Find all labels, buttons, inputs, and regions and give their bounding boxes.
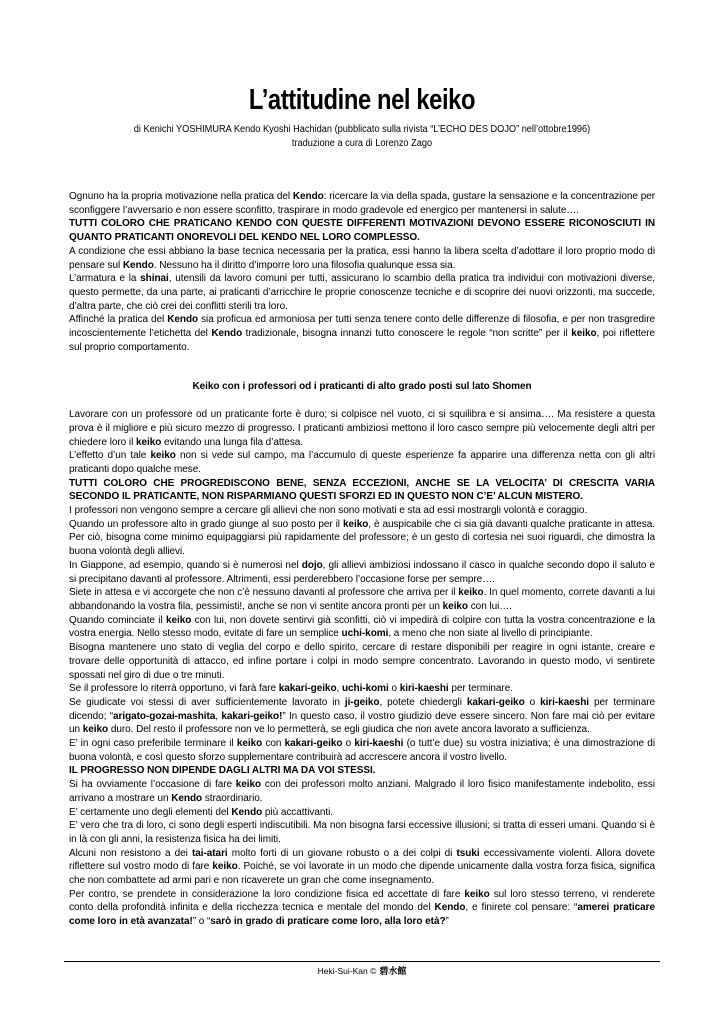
paragraph [69,778,655,805]
text-run: . Poiché, se voi lavorate in un modo che dipende unicamente dalla vostra forza fisica, significa che non combattete ad armi pari e non ricaverete un gran che come insegnamento. [69,861,655,887]
bold-text: keiko [135,436,162,448]
bold-text: amerei praticare come loro in età avanzata! [69,902,655,928]
paragraph [69,559,655,586]
footer-rule [64,961,660,962]
text-run: ” o “ [192,916,211,928]
bold-text: kiri-kaeshi [540,696,589,708]
text-run: non si vede sul campo, ma l’accumulo di queste esperienze fa apparire una differenza netta con gli altri praticanti dopo qualche mese. [69,450,655,475]
paragraph [69,737,655,764]
bold-text: keiko [442,600,468,612]
bold-text: keiko [212,861,238,873]
text-run: Alcuni non resistono a dei [69,847,192,859]
text-run: , poi riflettere sul proprio comportamento. [69,328,655,353]
paragraph [69,888,655,929]
text-run: molto forti di un giovane robusto o a dei colpi di [227,847,457,859]
text-run: Quando un professore alto in grado giunge al suo posto per il [69,518,343,530]
text-run: tradizionale, bisogna innanzi tutto conoscere le regole “non scritte” per il [242,328,572,340]
bold-text: keiko [571,328,597,340]
text-run: con dei professori molto anziani. Malgrado il loro fisico manifestamente indebolito, essi arrivano a mostrare un [69,779,655,804]
text-run: , [215,710,222,722]
bold-text: Kendo [211,328,243,340]
bold-text: ji-geiko [344,696,380,708]
text-run: eccessivamente violenti. Allora dovete riflettere sul vostro modo di fare [69,847,655,873]
bold-text: Kendo [171,792,203,804]
bold-text: kiri-kaeshi [399,683,449,695]
text-run: Se giudicate voi stessi di aver sufficientemente lavorato in [69,696,345,708]
bold-text: keiko [165,614,192,626]
bold-text: kakari-geiko! [221,710,283,722]
footer-text: Heki-Sui-Kan © [317,965,377,976]
paragraph [69,313,655,354]
text-run: E’ certamente uno degli elementi del [69,806,232,818]
text-run: sul loro stesso terreno, vi renderete conto della profondità infinita e della ricchezza tecnica e mentale del mondo del [69,888,655,914]
paragraph [69,504,655,518]
paragraph [69,847,655,888]
bold-text: keiko [235,779,262,791]
bold-text: keiko [82,724,109,736]
bold-text: Kendo [231,806,263,818]
bold-text: Kendo [167,314,199,326]
text-run: Affinché la pratica del [69,314,168,326]
seal-logo: 碧水館 [379,967,407,977]
bold-text: arigato-gozai-mashita [112,710,216,722]
paragraph [69,518,655,559]
bold-text: Kendo [292,191,324,202]
paragraph [69,696,655,737]
text-run: più accattivanti. [262,806,333,818]
bold-text: keiko [342,518,369,530]
text-run: per terminare dicendo; “ [69,696,656,722]
text-run: Per contro, se prendete in considerazione la loro condizione fisica ed accettate di fare [69,888,465,900]
paragraph [69,245,655,272]
text-run: Si ha ovviamente l’occasione di fare [69,779,236,791]
bold-text: keiko [236,738,263,750]
paragraph [69,586,655,613]
bold-text: dojo [301,559,323,571]
section-heading: Keiko con i professori od i praticanti di alto grado posti sul lato Shomen [192,381,532,393]
text-run: E’ in ogni caso preferibile terminare il [69,738,237,750]
text-run: L’armatura e la [69,273,141,285]
text-run: L’effetto d’un tale [69,450,151,462]
text-run: straordinario. [202,792,263,804]
text-run: , è auspicabile che ci sia già davanti qualche praticante in attesa. Per ciò, bisogna come minimo equipaggiarsi più rapidamente del professore; è un gesto di cortesia nei suoi riguardi, che dimostra la buona volontà degli allievi. [69,518,655,558]
bold-text: kakari-geiko [284,738,343,750]
paragraph [69,764,655,778]
paragraph [69,806,655,820]
text-run: , e finirete col pensare: “ [465,902,578,914]
text-run: o [342,738,355,750]
text-run: evitando una lunga fila d’attesa. [161,436,304,448]
text-run: A condizione che essi abbiano la base tecnica necessaria per la pratica, essi hanno la libera scelta d’adottare il loro proprio modo di pensare sul [69,245,655,271]
text-run: o [388,683,400,695]
main-section [69,408,655,929]
paragraph [69,272,655,313]
bold-text: Kendo [122,259,154,271]
bold-text: keiko [150,450,176,462]
footer [0,964,724,977]
bold-text: shinai [140,273,169,285]
bold-text: TUTTI COLORO CHE PRATICANO KENDO CON QUESTE DIFFERENTI MOTIVAZIONI DEVONO ESSERE RICONOSCIUTI IN QUANTO PRATICANTI ONOREVOLI DEL KENDO NEL LORO COMPLESSO. [69,218,655,244]
byline [29,123,695,151]
text-run: o [524,696,541,708]
bold-text: tsuki [456,847,480,859]
bold-text: IL PROGRESSO NON DIPENDE DAGLI ALTRI MA DA VOI STESSI. [69,765,376,777]
paragraph [69,819,655,846]
text-run: per terminare. [448,683,513,695]
document-body [69,190,655,929]
text-run: ” [445,916,449,928]
text-run: In Giappone, ad esempio, quando si è numerosi nel [69,559,302,571]
text-run: con lui…. [468,600,512,612]
bold-text: kiri-kaeshi [354,738,404,750]
text-run: con lui, non dovete sentirvi già sconfitti, ciò vi impedirà di colpire con tutta la vostra concentrazione e la vostra energia. Nello stesso modo, evitate di fare un semplice [69,614,655,640]
bold-text: keiko [458,587,484,599]
text-run: Lavorare con un professore od un praticante forte è duro; si colpisce nel vuoto, ci si squilibra e si ansima…. Ma resistere a questa prova è il migliore e più sicuro mezzo di progresso. I praticanti ambiziosi mettono il loro casco sempre più velocemente degli altri per chiedere loro il [69,409,655,448]
paragraph [69,641,655,682]
text-run: sia proficua ed armoniosa per tutti senza tenere conto delle differenze di filosofia, e per non trasgredire incoscientemente l’etichetta del [69,314,656,340]
paragraph [69,614,655,641]
paragraph [69,682,655,696]
bold-text: sarò in grado di praticare come loro, alla loro età? [210,916,446,928]
text-run: . In quel momento, correte davanti a lui abbandonando la vostra fila, pessimisti!, anche se non vi sentite ancora pronti per un [69,587,656,612]
text-run: : ricercare la via della spada, gustare la sensazione e la concentrazione per sconfiggere l’avversario e non essere sconfitto, traspirare in modo gradevole ed energico per mantenersi in salute…. [69,191,656,216]
text-run: I professori non vengono sempre a cercare gli allievi che non sono motivati e sta ad essi mostrargli volontà e coraggio. [69,505,588,517]
text-run: Bisogna mantenere uno stato di veglia del corpo e dello spirito, cercare di restare disponibili per reagire in ogni istante, creare e trovare delle opportunità di attacco, ed infine portare i colpi in modo sempre concentrato. Lavorando in questo modo, vi sentirete spossati nel giro di due o tre minuti. [69,642,655,681]
text-run: con [262,738,285,750]
text-run: Quando cominciate il [69,614,166,626]
bold-text: Kendo [434,902,466,914]
text-run: , utensili da lavoro comuni per tutti, assicurano lo scambio della pratica tra individui con motivazioni diverse, questo permette, da una parte, ai praticanti d’arricchire le proprie conoscenze tecniche e di scoprire dei nuovi orizzonti, ma succede, d’altra parte, che ciò crei dei conflitti sterili tra loro. [69,273,655,312]
author-line: di Kenichi YOSHIMURA Kendo Kyoshi Hachidan (pubblicato sulla rivista “L’ECHO DES DOJO” nell’ottobre1996) [133,124,591,135]
translator-line: traduzione a cura di Lorenzo Zago [291,138,433,149]
bold-text: TUTTI COLORO CHE PROGREDISCONO BENE, SENZA ECCEZIONI, ANCHE SE LA VELOCITA’ DI CRESCITA VARIA SECONDO IL PRATICANTE, NON RISPARMIANO QUESTI SFORZI ED IN QUESTO NON C’E’ ALCUN MISTERO. [69,477,655,503]
bold-text: keiko [464,888,490,900]
bold-text: uchi-komi [341,683,389,695]
bold-text: kakari-geiko [466,696,525,708]
text-run: ” In questo caso, il vostro giudizio deve essere sincero. Non fare mai ciò per evitare un [69,710,655,736]
text-run: , [336,683,342,695]
bold-text: kakari-geiko [278,683,337,695]
paragraph [69,408,655,449]
document-title: L’attitudine nel keiko [248,84,476,116]
text-run: Ognuno ha la propria motivazione nella pratica del [69,191,293,202]
paragraph [69,477,655,504]
bold-text: uchi-komi [341,628,389,640]
text-run: , a meno che non siate al livello di principiante. [388,628,593,640]
text-run: E’ vero che tra di loro, ci sono degli esperti indiscutibili. Ma non bisogna farsi eccessive illusioni; si tratta di esseri umani. Quando si è in là con gli anni, la resistenza fisica ha dei limiti. [69,820,655,845]
text-run: , gli allievi ambiziosi indossano il casco in qualche secondo dopo il saluto e si precipitano davanti al professore. Altrimenti, essi perderebbero l’occasione forse per sempre…. [69,559,656,585]
paragraph [69,449,655,476]
text-run: duro. Del resto il professore non ve lo permetterà, se egli giudica che non avete ancora lavorato a sufficienza. [108,724,590,736]
text-run: Se il professore lo riterrà opportuno, vi farà fare [69,683,279,695]
paragraph [69,190,655,217]
paragraph [69,217,655,244]
intro-section [69,190,655,354]
text-run: , potete chiedergli [379,696,467,708]
text-run: . Nessuno ha il diritto d’imporre loro una filosofia qualunque essa sia. [153,259,456,271]
text-run: (o tutt’e due) su vostra iniziativa; è una dimostrazione di buona volontà, e così questo sforzo supplementare contribuirà ad accrescere ancora il vostro livello. [69,738,655,763]
text-run: Siete in attesa e vi accorgete che non c’è nessuno davanti al professore che arriva per il [69,587,459,599]
bold-text: tai-atari [191,847,228,859]
